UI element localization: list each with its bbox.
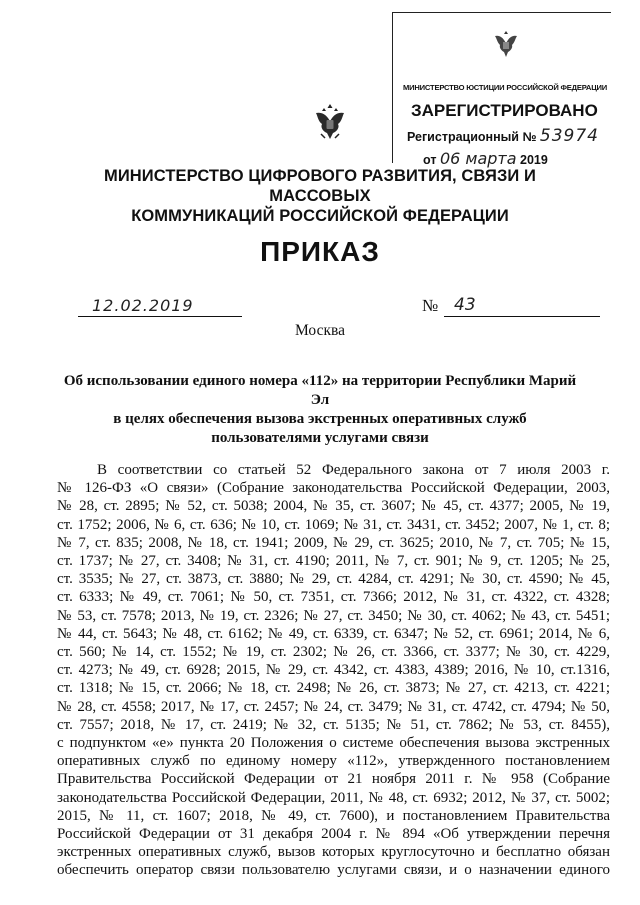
stamp-date-prefix: от: [423, 153, 437, 167]
body-line: № 44, ст. 5643; № 48, ст. 6162; № 49, ст. 6339, ст. 6347; № 52, ст. 6961; 2014, № 6,: [57, 625, 610, 642]
stamp-reg-label: Регистрационный №: [407, 130, 537, 144]
stamp-date-handwritten: 06 марта: [439, 149, 517, 168]
coat-of-arms-icon: [313, 102, 347, 142]
body-line: ст. 6333; № 49, ст. 7061; № 50, ст. 7351, ст. 7366; 2012, № 31, ст. 4322, ст. 4328;: [57, 589, 610, 606]
stamp-ministry-name: МИНИСТЕРСТВО ЮСТИЦИИ РОССИЙСКОЙ ФЕДЕРАЦИИ: [403, 83, 608, 92]
order-date: 12.02.2019: [92, 296, 194, 315]
order-subject: [60, 372, 580, 448]
body-line: ст. 1737; № 27, ст. 3408; № 31, ст. 4190; 2011, № 7, ст. 901; № 9, ст. 1205; № 25,: [57, 553, 610, 570]
body-line: Правительства Российской Федерации от 21 ноября 2011 г. № 958 (Собрание: [57, 771, 610, 788]
double-headed-eagle-icon: [491, 27, 521, 61]
registration-stamp: [392, 12, 611, 168]
body-line: ст. 1318; № 15, ст. 2066; № 18, ст. 2498; № 26, ст. 3873; № 27, ст. 4213, ст. 4221;: [57, 680, 610, 697]
stamp-year: 2019: [520, 153, 548, 167]
document-type-title: ПРИКАЗ: [260, 236, 380, 267]
body-line: Российской Федерации от 31 декабря 2004 г. № 894 «Об утверждении перечня: [57, 826, 610, 843]
subject-line-1: Об использовании единого номера «112» на территории Республики Марий Эл: [63, 373, 577, 408]
stamp-registered-label: ЗАРЕГИСТРИРОВАНО: [411, 101, 598, 120]
body-line: экстренных оперативных служб, вызов которых круглосуточно и бесплатно обязан: [57, 844, 610, 861]
body-line: ст. 1752; 2006, № 6, ст. 636; № 10, ст. 1069; № 31, ст. 3431, ст. 3452; 2007, № 1, ст. 8;: [57, 516, 610, 533]
body-line: ст. 560; № 14, ст. 1552; № 19, ст. 2302; № 26, ст. 3366, ст. 3377; № 30, ст. 4229,: [57, 644, 610, 661]
city-name: Москва: [295, 322, 345, 339]
body-text: [57, 461, 610, 880]
stamp-reg-number: 53974: [539, 126, 599, 146]
ministry-line-1: МИНИСТЕРСТВО ЦИФРОВОГО РАЗВИТИЯ, СВЯЗИ И МАССОВЫХ: [103, 167, 537, 205]
body-line: 2015, № 11, ст. 1607; 2018, № 49, ст. 7600), и постановлением Правительства: [57, 807, 610, 824]
subject-line-3: пользователями услугами связи: [211, 430, 429, 446]
body-line: оперативных служб по единому номеру «112», утвержденного постановлением: [57, 753, 610, 770]
body-line: с подпунктом «е» пункта 20 Положения о системе обеспечения вызова экстренных: [57, 735, 610, 752]
body-line: № 7, ст. 835; 2008, № 18, ст. 1941; 2009, № 29, ст. 3625; 2010, № 7, ст. 705; № 15,: [57, 534, 610, 551]
body-line: № 28, ст. 2895; № 52, ст. 5038; 2004, № 35, ст. 3607; № 45, ст. 4377; 2005, № 19,: [57, 498, 610, 515]
body-line: законодательства Российской Федерации, 2011, № 48, ст. 6932; 2012, № 37, ст. 5002;: [57, 789, 610, 806]
order-number-field: [444, 296, 600, 317]
order-number: 43: [454, 295, 476, 315]
order-date-field: [78, 296, 242, 317]
ministry-line-2: КОММУНИКАЦИЙ РОССИЙСКОЙ ФЕДЕРАЦИИ: [131, 207, 509, 225]
body-line: ст. 7557; 2018, № 17, ст. 2419; № 32, ст. 5135; № 51, ст. 7862; № 53, ст. 8455),: [57, 716, 610, 733]
body-line: № 28, ст. 4558; 2017, № 17, ст. 2457; № 24, ст. 3479; № 31, ст. 4742, ст. 4794; № 50,: [57, 698, 610, 715]
body-line: № 53, ст. 7578; 2013, № 19, ст. 2326; № 27, ст. 3450; № 30, ст. 4062; № 43, ст. 5451;: [57, 607, 610, 624]
ministry-heading: [60, 166, 580, 226]
body-line: ст. 4273; № 49, ст. 6928; 2015, № 29, ст. 4342, ст. 4383, 4389; 2016, № 10, ст.1316,: [57, 662, 610, 679]
body-line: № 126-ФЗ «О связи» (Собрание законодательства Российской Федерации, 2003,: [57, 480, 610, 497]
order-number-label: №: [422, 296, 439, 315]
body-line: В соответствии со статьей 52 Федерального закона от 7 июля 2003 г.: [97, 462, 610, 478]
body-line: обеспечить оператор связи пользователю услугами связи, и о назначении единого: [57, 862, 610, 879]
stamp-registration-row: [407, 126, 611, 146]
subject-line-2: в целях обеспечения вызова экстренных оперативных служб: [113, 411, 527, 427]
body-line: ст. 3535; № 27, ст. 3873, ст. 3880; № 29, ст. 4284, ст. 4291; № 30, ст. 4590; № 45,: [57, 571, 610, 588]
